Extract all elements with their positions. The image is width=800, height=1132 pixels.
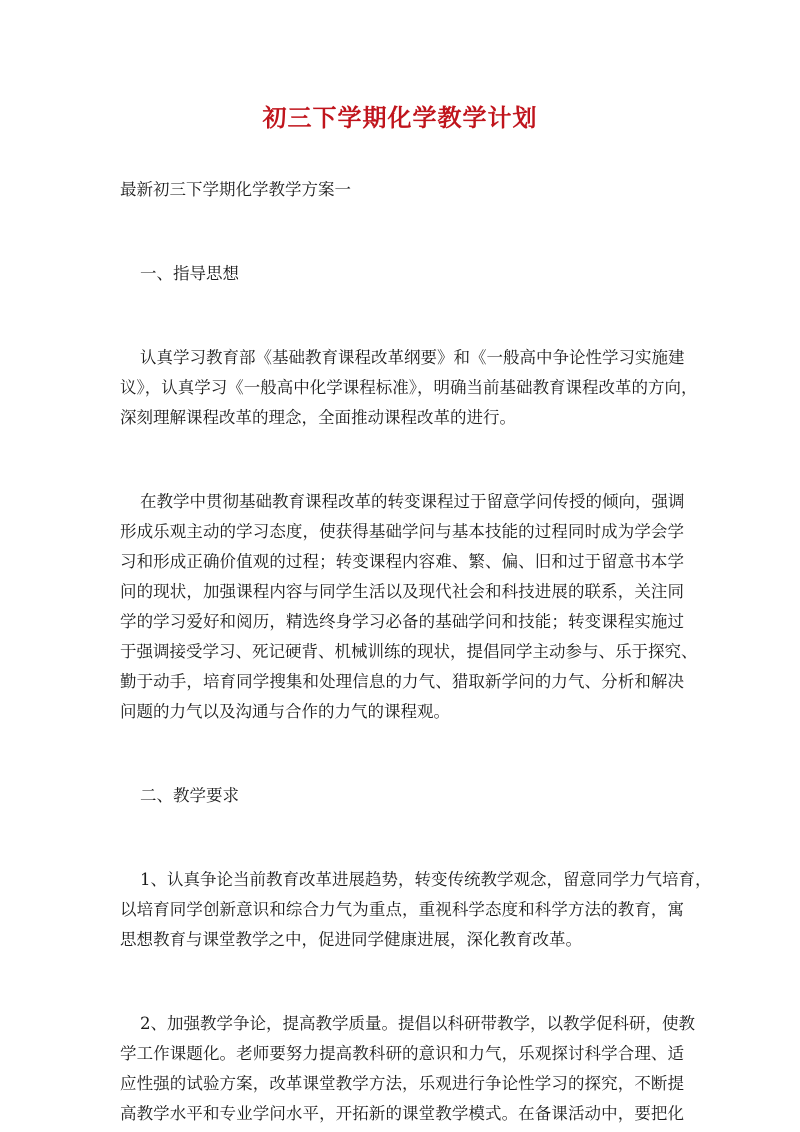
document-subtitle: 最新初三下学期化学教学方案一 bbox=[120, 180, 351, 199]
document-body bbox=[120, 175, 712, 1129]
paragraph-requirement-2 bbox=[120, 1009, 695, 1129]
paragraph-line: 问题的力气以及沟通与合作的力气的课程观。 bbox=[120, 702, 450, 721]
paragraph-line: 在教学中贯彻基础教育课程改革的转变课程过于留意学问传授的倾向，强调 bbox=[140, 492, 685, 511]
paragraph-line: 认真学习教育部《基础教育课程改革纲要》和《一般高中争论性学习实施建 bbox=[140, 348, 685, 367]
paragraph-line: 学工作课题化。老师要努力提高教科研的意识和力气，乐观探讨科学合理、适 bbox=[120, 1044, 684, 1063]
paragraph-line: 形成乐观主动的学习态度，使获得基础学问与基本技能的过程同时成为学会学 bbox=[120, 522, 684, 541]
paragraph-line: 应性强的试验方案，改革课堂教学方法，乐观进行争论性学习的探究，不断提 bbox=[120, 1074, 684, 1093]
paragraph-line: 以培育同学创新意识和综合力气为重点，重视科学态度和科学方法的教育，寓 bbox=[120, 900, 684, 919]
paragraph-curriculum-change bbox=[120, 487, 698, 727]
paragraph-line: 思想教育与课堂教学之中，促进同学健康进展，深化教育改革。 bbox=[120, 930, 582, 949]
section-heading-teaching-requirements: 二、教学要求 bbox=[140, 786, 239, 805]
paragraph-line: 于强调接受学习、死记硬背、机械训练的现状，提倡同学主动参与、乐于探究、 bbox=[120, 642, 698, 661]
paragraph-line: 1、认真争论当前教育改革进展趋势，转变传统教学观念，留意同学力气培育， bbox=[140, 870, 712, 889]
paragraph-requirement-1 bbox=[120, 865, 712, 955]
paragraph-line: 学的学习爱好和阅历，精选终身学习必备的基础学问和技能；转变课程实施过 bbox=[120, 612, 684, 631]
paragraph-line: 习和形成正确价值观的过程；转变课程内容难、繁、偏、旧和过于留意书本学 bbox=[120, 552, 684, 571]
paragraph-line: 深刻理解课程改革的理念，全面推动课程改革的进行。 bbox=[120, 408, 516, 427]
paragraph-line: 议》，认真学习《一般高中化学课程标准》，明确当前基础教育课程改革的方向， bbox=[120, 378, 698, 397]
document-title: 初三下学期化学教学计划 bbox=[262, 103, 538, 132]
paragraph-line: 高教学水平和专业学问水平，开拓新的课堂教学模式。在备课活动中，要把化 bbox=[120, 1104, 684, 1123]
section-heading-guiding-thought: 一、指导思想 bbox=[140, 264, 239, 283]
paragraph-line: 勤于动手，培育同学搜集和处理信息的力气、猎取新学问的力气、分析和解决 bbox=[120, 672, 684, 691]
paragraph-study-reform bbox=[120, 343, 698, 433]
paragraph-line: 问的现状，加强课程内容与同学生活以及现代社会和科技进展的联系，关注同 bbox=[120, 582, 684, 601]
paragraph-line: 2、加强教学争论，提高教学质量。提倡以科研带教学，以教学促科研，使教 bbox=[140, 1014, 695, 1033]
